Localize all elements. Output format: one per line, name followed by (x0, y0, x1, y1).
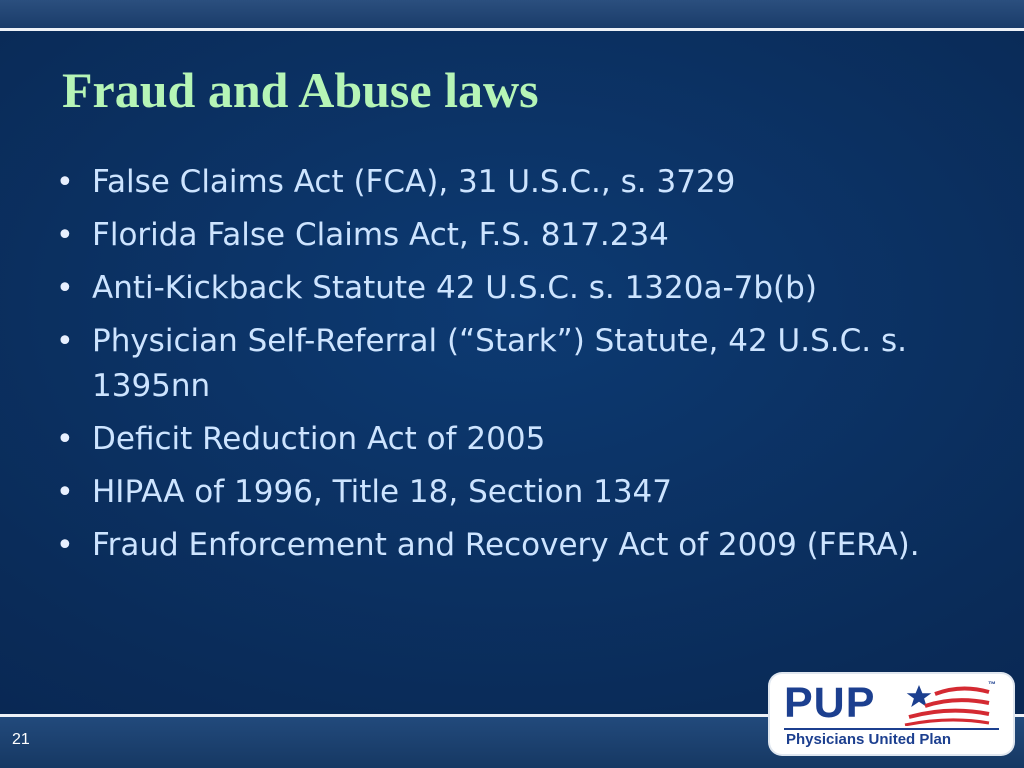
logo-stripe (909, 711, 989, 717)
pup-logo (770, 674, 1013, 754)
slide-title: Fraud and Abuse laws (62, 62, 539, 118)
bullet-marker: • (56, 218, 74, 253)
bullet-item (56, 523, 956, 568)
bullet-item (56, 319, 956, 409)
bullet-marker: • (56, 165, 74, 200)
bullet-item (56, 470, 956, 515)
top-band (0, 0, 1024, 28)
bullet-item (56, 160, 956, 205)
logo-stripe (935, 688, 989, 694)
page-number: 21 (12, 731, 30, 748)
trademark-symbol: ™ (988, 680, 996, 689)
logo-wordmark: PUP (784, 679, 876, 727)
bullet-item (56, 213, 956, 258)
bullet-text: Physician Self-Referral (“Stark”) Statute, 42 U.S.C. s. 1395nn (92, 323, 907, 404)
top-divider (0, 28, 1024, 31)
bullet-text: Deficit Reduction Act of 2005 (92, 421, 546, 457)
star-stripes-flag-icon (903, 684, 993, 726)
bullet-text: HIPAA of 1996, Title 18, Section 1347 (92, 474, 672, 510)
logo-tagline: Physicians United Plan (786, 731, 952, 748)
bullet-text: Florida False Claims Act, F.S. 817.234 (92, 217, 669, 253)
bullet-text: Anti-Kickback Statute 42 U.S.C. s. 1320a-7b(b) (92, 270, 817, 306)
logo-stripe (925, 700, 989, 706)
bullet-item (56, 417, 956, 462)
bullet-item (56, 266, 956, 311)
bullet-marker: • (56, 324, 74, 359)
bullet-text: False Claims Act (FCA), 31 U.S.C., s. 3729 (92, 164, 736, 200)
bullet-marker: • (56, 475, 74, 510)
bullet-marker: • (56, 422, 74, 457)
bullet-marker: • (56, 271, 74, 306)
bullet-marker: • (56, 528, 74, 563)
logo-stripe (905, 720, 989, 725)
bullet-list (56, 160, 956, 576)
bullet-text: Fraud Enforcement and Recovery Act of 2009 (FERA). (92, 527, 920, 563)
